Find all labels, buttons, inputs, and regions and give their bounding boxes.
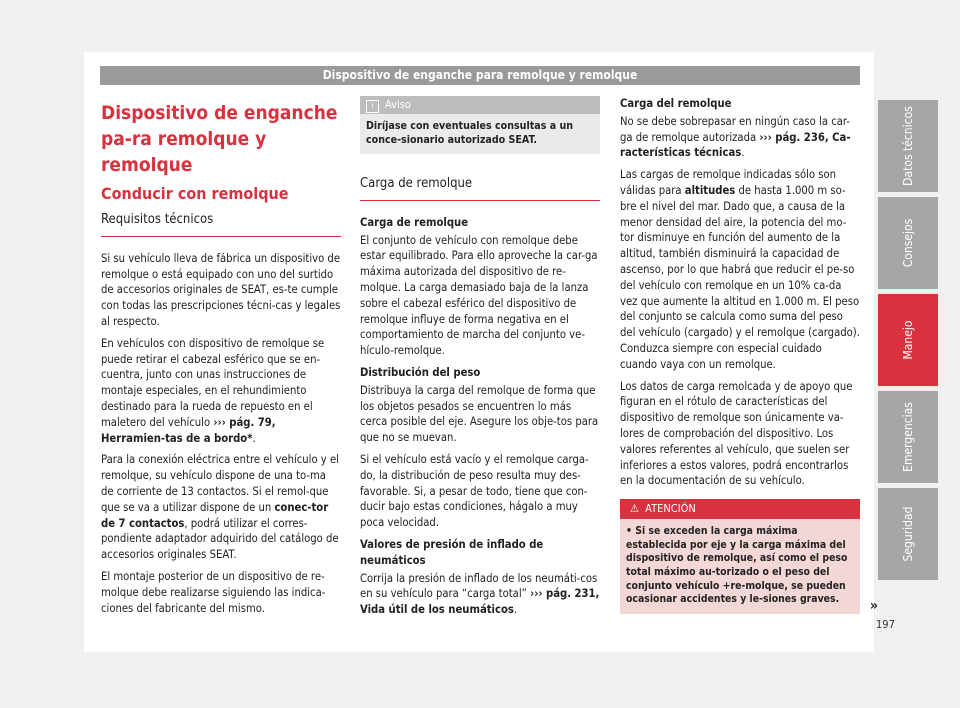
tab-consejos[interactable]: Consejos [878,197,938,289]
warning-header: ⚠ ATENCIÓN [620,499,860,519]
chapter-title: Dispositivo de enganche pa-ra remolque y remolque [101,102,338,176]
section-heading: Carga de remolque [360,176,600,201]
paragraph: En vehículos con dispositivo de remolque se puede retirar el cabezal esférico que se en-cuentra, junto con unas instrucciones de montaje especiales, en el rehundimiento destinado para la rueda de repuesto en el maletero del vehículo ››› pág. 79, Herramien-tas de a bordo*. [101,336,325,445]
tab-manejo[interactable]: Manejo [878,294,938,386]
subheading: Valores de presión de inflado de neumáticos [360,537,544,567]
page-number: 197 [876,618,895,631]
running-header: Dispositivo de enganche para remolque y remolque [100,66,860,85]
note-text: Diríjase con eventuales consultas a un conce-sionario autorizado SEAT. [366,120,574,146]
column-2 [360,96,600,624]
page-reference-link[interactable]: ››› pág. 79, Herramien-tas de a bordo* [101,415,276,445]
paragraph: Si su vehículo lleva de fábrica un dispositivo de remolque o está equipado con uno del surtido de accesorios originales de SEAT, es-te cumple con todas las prescripciones técni-cas y legales al respecto. [101,251,341,328]
warning-icon: ⚠ [630,502,639,516]
page-reference-link[interactable]: ››› pág. 231, Vida útil de los neumáticos [360,587,600,617]
paragraph: Distribuya la carga del remolque de forma que los objetos pesados se encuentren lo más cerca posible del eje. Asegure los obje-tos para que no se muevan. [360,383,599,445]
note-box [360,96,600,154]
paragraph: El montaje posterior de un dispositivo de re-molque debe realizarse siguiendo las indica-ciones del fabricante del mismo. [101,569,326,615]
paragraph: Para la conexión eléctrica entre el vehículo y el remolque, su vehículo dispone de una to-ma de corriente de 13 contactos. Si el remol-que que se va a utilizar dispone de un conec-tor de 7 contactos, podrá utilizar el corres-pondiente adaptador adquirido del catálogo de accesorios originales SEAT. [101,453,339,562]
continue-arrow-icon: » [869,598,878,615]
subheading: Distribución del peso [360,365,481,379]
note-header: i Aviso [360,96,600,114]
tab-datos-tecnicos[interactable]: Datos técnicos [878,100,938,192]
info-icon: i [366,100,379,113]
subheading: Carga de remolque [360,215,469,229]
subsection-heading: Requisitos técnicos [101,212,341,237]
paragraph: Corrija la presión de inflado de los neumáti-cos en su vehículo para “carga total” ››› pág. 231, Vida útil de los neumáticos. [360,571,600,617]
paragraph: No se debe sobrepasar en ningún caso la car-ga de remolque autorizada ››› pág. 236, Ca-racterísticas técnicas. [620,114,851,160]
warning-box [620,499,878,615]
paragraph: Las cargas de remolque indicadas sólo son válidas para altitudes de hasta 1.000 m so-bre el nivel del mar. Dado que, a causa de la menor densidad del aire, la potencia del mo-tor disminuye en función del aumento de la altitud, también disminuirá la capacidad de ascenso, por lo que habrá que reducir el pe-so del vehículo con remolque en un 10% ca-da vez que aumente la altitud en 1.000 m. El peso del conjunto se calcula como suma del peso del vehículo (cargado) y el remolque (cargado). Conduzca siempre con especial cuidado cuando vaya con un remolque. [620,168,860,371]
paragraph: Si el vehículo está vacío y el remolque carga-do, la distribución de peso resulta muy des-favorable. Si, a pesar de todo, tiene que con-ducir bajo estas condiciones, hágalo a muy poca velocidad. [360,452,589,530]
paragraph: Los datos de carga remolcada y de apoyo que figuran en el rótulo de características del dispositivo de remolque son únicamente va-lores de comprobación del dispositivo. Los valores referentes al vehículo, que suelen ser inferiores a estos valores, podrá encontrarlos en la documentación de su vehículo. [620,379,853,488]
subheading: Carga del remolque [620,97,732,110]
warning-text: • Si se exceden la carga máxima establecida por eje y la carga máxima del dispositivo de remolque, así como el peso total máximo au-torizado o el peso del conjunto vehículo +re-molque, se pueden ocasionar accidentes y le-siones graves. » [626,525,878,615]
column-3 [620,96,878,615]
paragraph: El conjunto de vehículo con remolque debe estar equilibrado. Para ello aproveche la car-ga máxima autorizada del dispositivo de re-molque. La carga demasiado baja de la lanza sobre el cabezal esférico del dispositivo de remolque influye de forma negativa en el comportamiento de marcha del conjunto ve-hículo-remolque. [360,233,598,358]
tab-seguridad[interactable]: Seguridad [878,488,938,580]
column-1 [101,96,341,622]
section-heading: Conducir con remolque [101,184,289,203]
tab-emergencias[interactable]: Emergencias [878,391,938,483]
page-reference-link[interactable]: ››› pág. 236, Ca-racterísticas técnicas [620,130,851,160]
